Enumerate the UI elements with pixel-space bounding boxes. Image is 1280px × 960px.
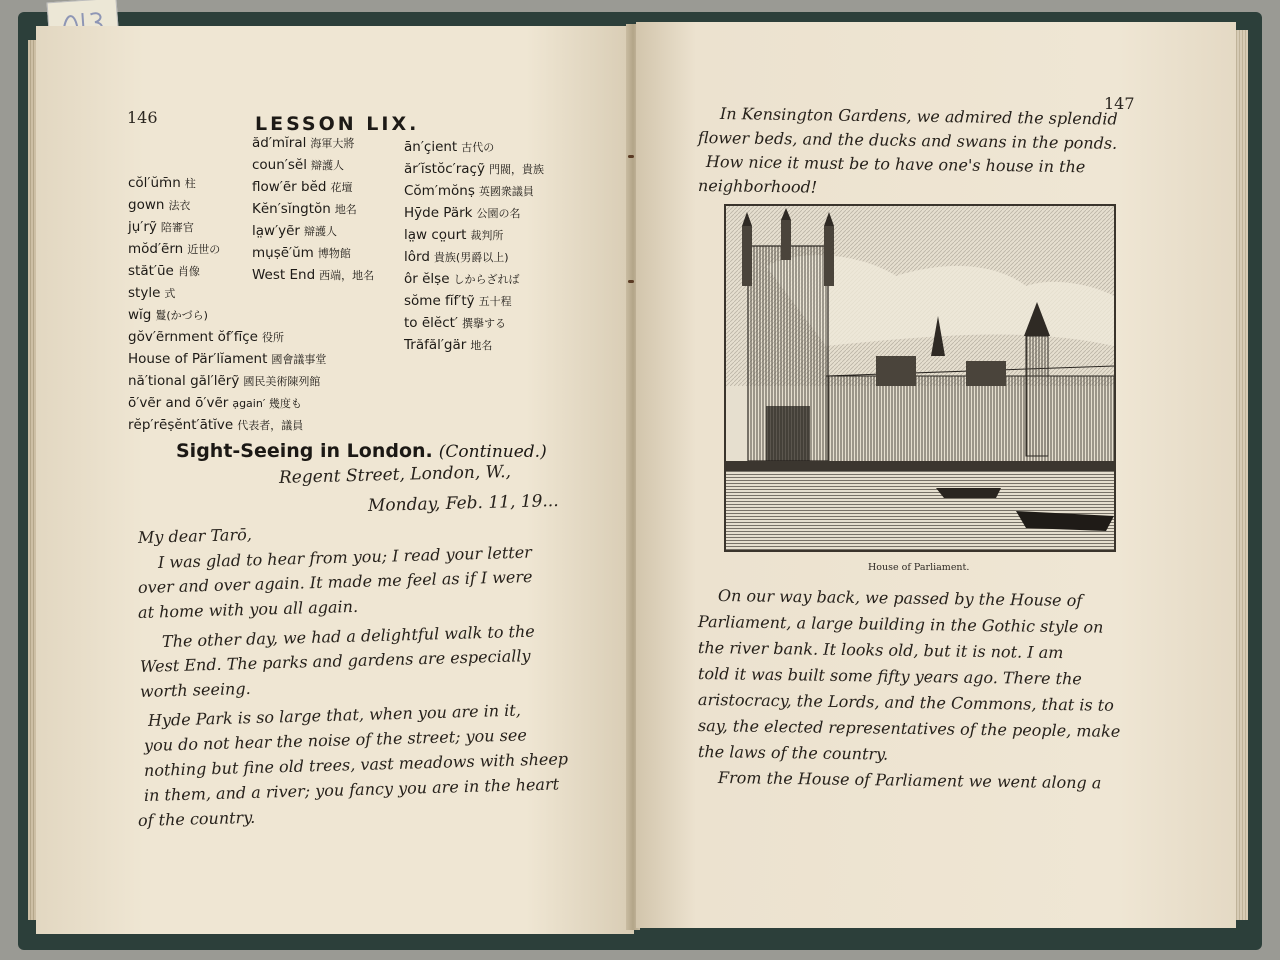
vocab-gloss: 英國衆議員	[478, 185, 534, 198]
vocab-word: mụṣē′ŭm	[252, 245, 314, 261]
vocab-gloss: 近世の	[187, 243, 221, 256]
text-line: Hyde Park is so large that, when you are in it,	[147, 700, 522, 730]
vocab-word: Hȳde Pärk	[404, 205, 473, 221]
vocab-entry	[404, 161, 544, 177]
text-line: From the House of Parliament we went along a	[717, 768, 1102, 793]
vocab-gloss: 地名	[334, 203, 357, 216]
vocab-word: ān′çient	[404, 139, 458, 155]
vocab-entry	[404, 271, 520, 287]
vocab-gloss: 裁判所	[470, 229, 504, 242]
vocab-entry	[404, 315, 506, 331]
vocab-word: Trăfăl′gär	[404, 337, 467, 353]
vocab-gloss: しからざれば	[453, 273, 520, 286]
vocab-gloss: 國民美術陳列館	[243, 375, 321, 388]
vocab-gloss: 西端，地名	[319, 269, 375, 282]
vocab-word: wĭg	[128, 307, 152, 323]
vocab-entry	[252, 135, 354, 151]
letter-address-line2: Monday, Feb. 11, 19...	[367, 491, 559, 516]
vocab-gloss: 門閥，貴族	[488, 163, 544, 176]
lesson-title: LESSON LIX.	[255, 113, 420, 135]
heading-continued: (Continued.)	[438, 442, 547, 462]
vocab-word: stăt′ūe	[128, 263, 174, 279]
text-line: Parliament, a large building in the Gothic style on	[697, 612, 1104, 637]
text-line: in them, and a river; you fancy you are in the heart	[143, 774, 560, 805]
vocab-gloss: 代表者，議員	[237, 419, 304, 432]
left-page-number: 146	[127, 108, 158, 127]
vocab-entry	[252, 201, 357, 217]
vocab-entry	[404, 227, 503, 243]
vocab-word: gown	[128, 197, 165, 213]
vocab-word: mŏd′ẽrn	[128, 241, 184, 257]
vocab-gloss: 古代の	[461, 141, 495, 154]
text-line: at home with you all again.	[137, 596, 359, 622]
parliament-engraving	[724, 204, 1116, 552]
vocab-entry	[128, 241, 220, 257]
vocab-gloss: ạgain′ 幾度も	[232, 397, 302, 410]
parliament-illustration-icon	[726, 206, 1114, 550]
vocab-entry	[128, 417, 303, 433]
vocab-gloss: 花壇	[330, 181, 353, 194]
vocab-entry	[404, 249, 509, 265]
vocab-word: lôrd	[404, 249, 430, 265]
text-line: I was glad to hear from you; I read your letter	[157, 542, 533, 572]
binding-thread-bottom	[628, 280, 634, 283]
letter-address-line1: Regent Street, London, W.,	[278, 461, 512, 488]
vocab-entry	[404, 205, 520, 221]
vocab-gloss: 陪審官	[160, 221, 194, 234]
vocab-entry	[128, 285, 175, 301]
vocab-word: rĕp′rēṣĕnt′ātĭve	[128, 417, 234, 433]
vocab-entry	[404, 337, 492, 353]
vocab-entry	[128, 373, 320, 389]
text-line: The other day, we had a delightful walk to the	[161, 621, 535, 651]
vocab-word: ăr′ĭstŏc′raçỹ	[404, 161, 485, 177]
vocab-gloss: 役所	[261, 331, 284, 344]
vocab-word: West End	[252, 267, 316, 283]
vocab-word: nă′tional găl′lẽrỹ	[128, 373, 240, 389]
vocab-gloss: 肖像	[177, 265, 200, 278]
vocab-word: la̤w′yẽr	[252, 223, 300, 239]
text-line: In Kensington Gardens, we admired the splendid	[719, 104, 1118, 129]
vocab-entry	[404, 183, 534, 199]
chapter-heading	[176, 440, 547, 462]
text-line: flower beds, and the ducks and swans in the ponds.	[697, 128, 1118, 153]
vocab-gloss: 柱	[184, 177, 196, 190]
vocab-word: la̤w co̤urt	[404, 227, 467, 243]
vocab-gloss: 海軍大將	[310, 137, 355, 150]
vocab-entry	[128, 307, 208, 323]
vocab-entry	[252, 157, 344, 173]
vocab-word: House of Pär′lĭament	[128, 351, 268, 367]
vocab-word: ăd′mĭral	[252, 135, 307, 151]
vocab-gloss: 辯護人	[303, 225, 337, 238]
vocab-entry	[404, 139, 494, 155]
vocab-gloss: 式	[164, 287, 176, 300]
vocab-entry	[252, 223, 337, 239]
vocab-word: coun′sĕl	[252, 157, 307, 173]
text-line: neighborhood!	[697, 176, 818, 197]
vocab-word: style	[128, 285, 161, 301]
text-line: told it was built some fifty years ago. There the	[697, 664, 1082, 689]
vocab-gloss: 公園の名	[476, 207, 521, 220]
binding-thread-top	[628, 155, 634, 158]
text-line: the river bank. It looks old, but it is not. I am	[697, 638, 1064, 663]
engraving-caption: House of Parliament.	[868, 562, 970, 573]
vocab-entry	[128, 263, 200, 279]
vocab-word: Cŏm′mŏnṣ	[404, 183, 475, 199]
vocab-gloss: 國會議事堂	[271, 353, 327, 366]
vocab-entry	[252, 179, 352, 195]
heading-title: Sight-Seeing in London.	[176, 440, 433, 462]
text-line: On our way back, we passed by the House of	[717, 586, 1083, 611]
text-line: say, the elected representatives of the people, make	[697, 716, 1121, 741]
vocab-gloss: 地名	[470, 339, 493, 352]
vocab-word: gŏv′ẽrnment ŏf′fīçe	[128, 329, 258, 345]
text-line: over and over again. It made me feel as if I were	[137, 566, 533, 597]
right-page-number: 147	[1104, 94, 1135, 113]
vocab-entry	[128, 175, 196, 191]
text-line: the laws of the country.	[697, 742, 889, 764]
text-line: of the country.	[137, 807, 256, 830]
vocab-entry	[128, 197, 190, 213]
vocab-entry	[404, 293, 512, 309]
vocab-word: sŏme fĭf′tỹ	[404, 293, 475, 309]
vocab-word: Kĕn′sĭngtŏn	[252, 201, 331, 217]
vocab-gloss: 貴族(男爵以上)	[433, 251, 509, 264]
vocab-word: cŏl′ŭm̄n	[128, 175, 181, 191]
text-line: you do not hear the noise of the street; you see	[143, 725, 528, 755]
text-line: aristocracy, the Lords, and the Commons, that is to	[697, 690, 1114, 715]
vocab-word: jụ′rỹ	[128, 219, 157, 235]
vocab-gloss: 法衣	[168, 199, 191, 212]
text-line: nothing but fine old trees, vast meadows with sheep	[143, 749, 569, 780]
vocab-word: ō′vẽr and ō′vẽr	[128, 395, 229, 411]
vocab-entry	[128, 395, 302, 411]
vocab-word: flow′ẽr bĕd	[252, 179, 327, 195]
vocab-gloss: 鬘(かづら)	[155, 309, 208, 322]
vocab-entry	[128, 351, 326, 367]
vocab-gloss: 辯護人	[310, 159, 344, 172]
vocab-gloss: 五十程	[478, 295, 512, 308]
vocab-entry	[252, 245, 351, 261]
vocab-word: to ēlĕct′	[404, 315, 458, 331]
text-line: How nice it must be to have one's house in the	[705, 152, 1086, 177]
vocab-gloss: 博物館	[317, 247, 351, 260]
vocab-entry	[252, 267, 374, 283]
text-line: My dear Tarō,	[137, 524, 253, 547]
vocab-entry	[128, 329, 284, 345]
text-line: worth seeing.	[139, 678, 251, 701]
vocab-word: ôr ĕlṣe	[404, 271, 450, 287]
vocab-entry	[128, 219, 194, 235]
text-line: West End. The parks and gardens are especially	[139, 646, 531, 676]
vocab-gloss: 撰擧する	[462, 317, 506, 330]
